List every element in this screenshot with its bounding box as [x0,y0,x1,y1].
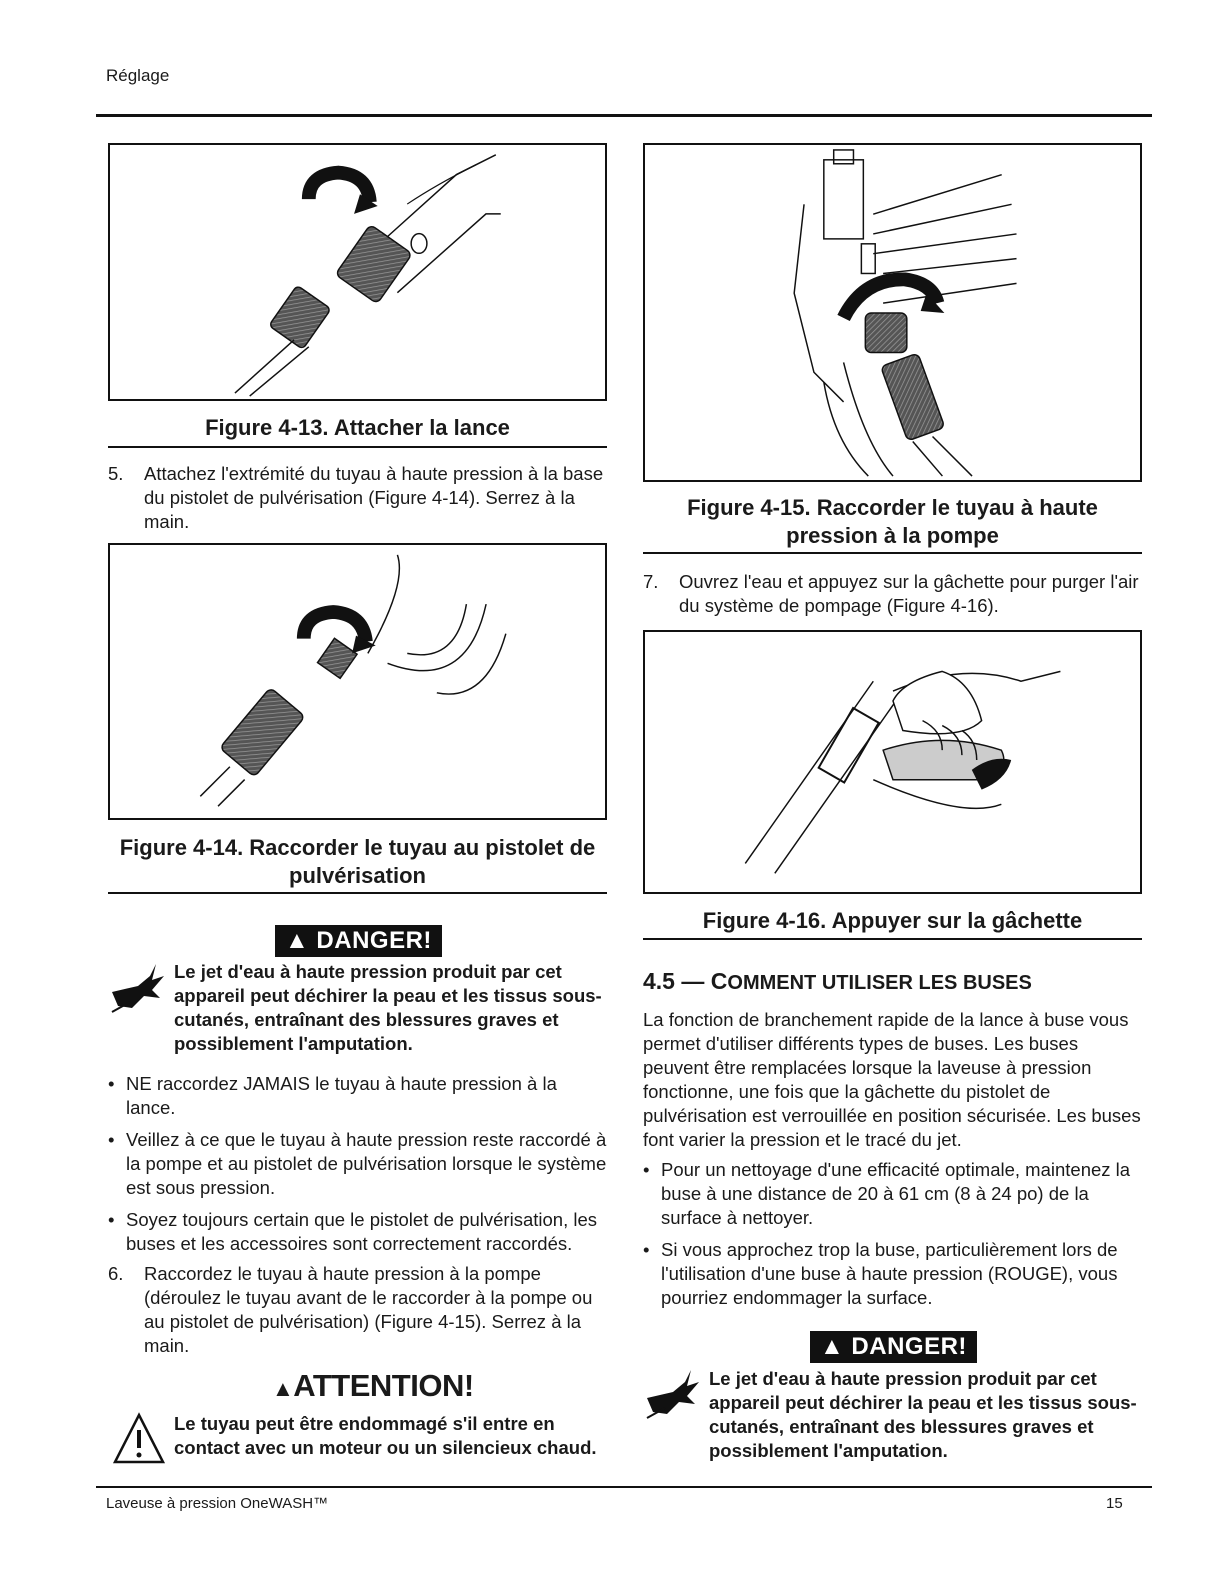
step-text: Ouvrez l'eau et appuyez sur la gâchette pour purger l'air du système de pompage (Figure 4-16). [679,571,1139,616]
danger-text: Le jet d'eau à haute pression produit par cet appareil peut déchirer la peau et les tissus sous-cutanés, entraînant des blessures graves et possiblement l'amputation. [709,1368,1137,1461]
figure-4-14-caption: Figure 4-14. Raccorder le tuyau au pistolet de pulvérisation [119,835,596,888]
page-number: 15 [1106,1495,1123,1512]
figure-4-13-image [108,143,607,401]
section-heading [643,968,1032,995]
step-text: Attachez l'extrémité du tuyau à haute pression à la base du pistolet de pulvérisation (Figure 4-14). Serrez à la main. [144,463,604,532]
wand-attach-illustration [110,145,605,399]
figure-4-14-image [108,543,607,820]
section-number: 4.5 — [643,968,705,994]
section-intro: La fonction de branchement rapide de la lance à buse vous permet d'utiliser différents types de buses. Les buses peuvent être remplacées lorsque la laveuse à pression fonctionne, une fois que la gâchette du pistolet de pulvérisation est verrouillée en position sécurisée. Les buses font varier la pression et le tracé du jet. [643,1009,1141,1150]
list-item: • Veillez à ce que le tuyau à haute pression reste raccordé à la pompe et au pistolet de pulvérisation lorsque le système est sous pression. [108,1128,608,1200]
danger-badge [810,1331,977,1363]
step-text: Raccordez le tuyau à haute pression à la pompe (déroulez le tuyau avant de le raccorder à la pompe ou au pistolet de pulvérisation) (Figure 4-15). Serrez à la main. [144,1263,593,1356]
trigger-illustration [645,632,1140,892]
list-item: • NE raccordez JAMAIS le tuyau à haute pression à la lance. [108,1072,608,1120]
safety-bullets [108,1072,608,1264]
warning-triangle-icon: ▲ [820,1333,852,1360]
caption-rule [108,892,607,894]
step-6 [108,1262,608,1358]
section-title-rest: OMMENT UTILISER LES BUSES [727,972,1032,994]
caption-rule [108,446,607,448]
injection-hazard-icon [643,1368,703,1428]
danger-label: DANGER! [316,927,432,954]
footer-product: Laveuse à pression OneWASH™ [106,1495,329,1512]
figure-4-15-image [643,143,1142,482]
danger-text: Le jet d'eau à haute pression produit par cet appareil peut déchirer la peau et les tissus sous-cutanés, entraînant des blessures graves et possiblement l'amputation. [174,961,602,1054]
list-item: • Pour un nettoyage d'une efficacité optimale, maintenez la buse à une distance de 20 à 61 cm (8 à 24 po) de la surface à nettoyer. [643,1158,1143,1230]
section-title-initial: C [710,968,728,994]
step-number: 6. [108,1263,124,1284]
list-item: • Si vous approchez trop la buse, particulièrement lors de l'utilisation d'une buse à haute pression (ROUGE), vous pourriez endommager la surface. [643,1238,1143,1310]
header-rule [96,114,1152,117]
warning-triangle-icon: ▲ [285,927,317,954]
caption-rule [643,552,1142,554]
figure-4-15-caption: Figure 4-15. Raccorder le tuyau à haute pression à la pompe [687,495,1098,548]
attention-text: Le tuyau peut être endommagé s'il entre en contact avec un moteur ou un silencieux chaud. [174,1413,597,1458]
step-number: 5. [108,463,124,484]
warning-triangle-icon: ▲ [272,1376,294,1401]
caption-rule [643,938,1142,940]
step-number: 7. [643,571,659,592]
running-header: Réglage [106,66,170,85]
injection-hazard-icon [108,962,168,1022]
nozzle-bullets [643,1158,1143,1318]
gun-hose-illustration [110,545,605,818]
footer-rule [96,1486,1152,1488]
danger-badge [275,925,442,957]
caution-triangle-icon [112,1412,166,1466]
list-item: • Soyez toujours certain que le pistolet de pulvérisation, les buses et les accessoires sont correctement raccordés. [108,1208,608,1256]
attention-heading [272,1368,474,1404]
attention-label: ATTENTION! [293,1368,474,1403]
figure-4-13-caption: Figure 4-13. Attacher la lance [205,415,510,440]
figure-4-16-image [643,630,1142,894]
step-5 [108,462,608,542]
danger-label: DANGER! [851,1333,967,1360]
figure-4-16-caption: Figure 4-16. Appuyer sur la gâchette [702,908,1083,933]
pump-hose-illustration [645,145,1140,480]
step-7 [643,570,1143,626]
